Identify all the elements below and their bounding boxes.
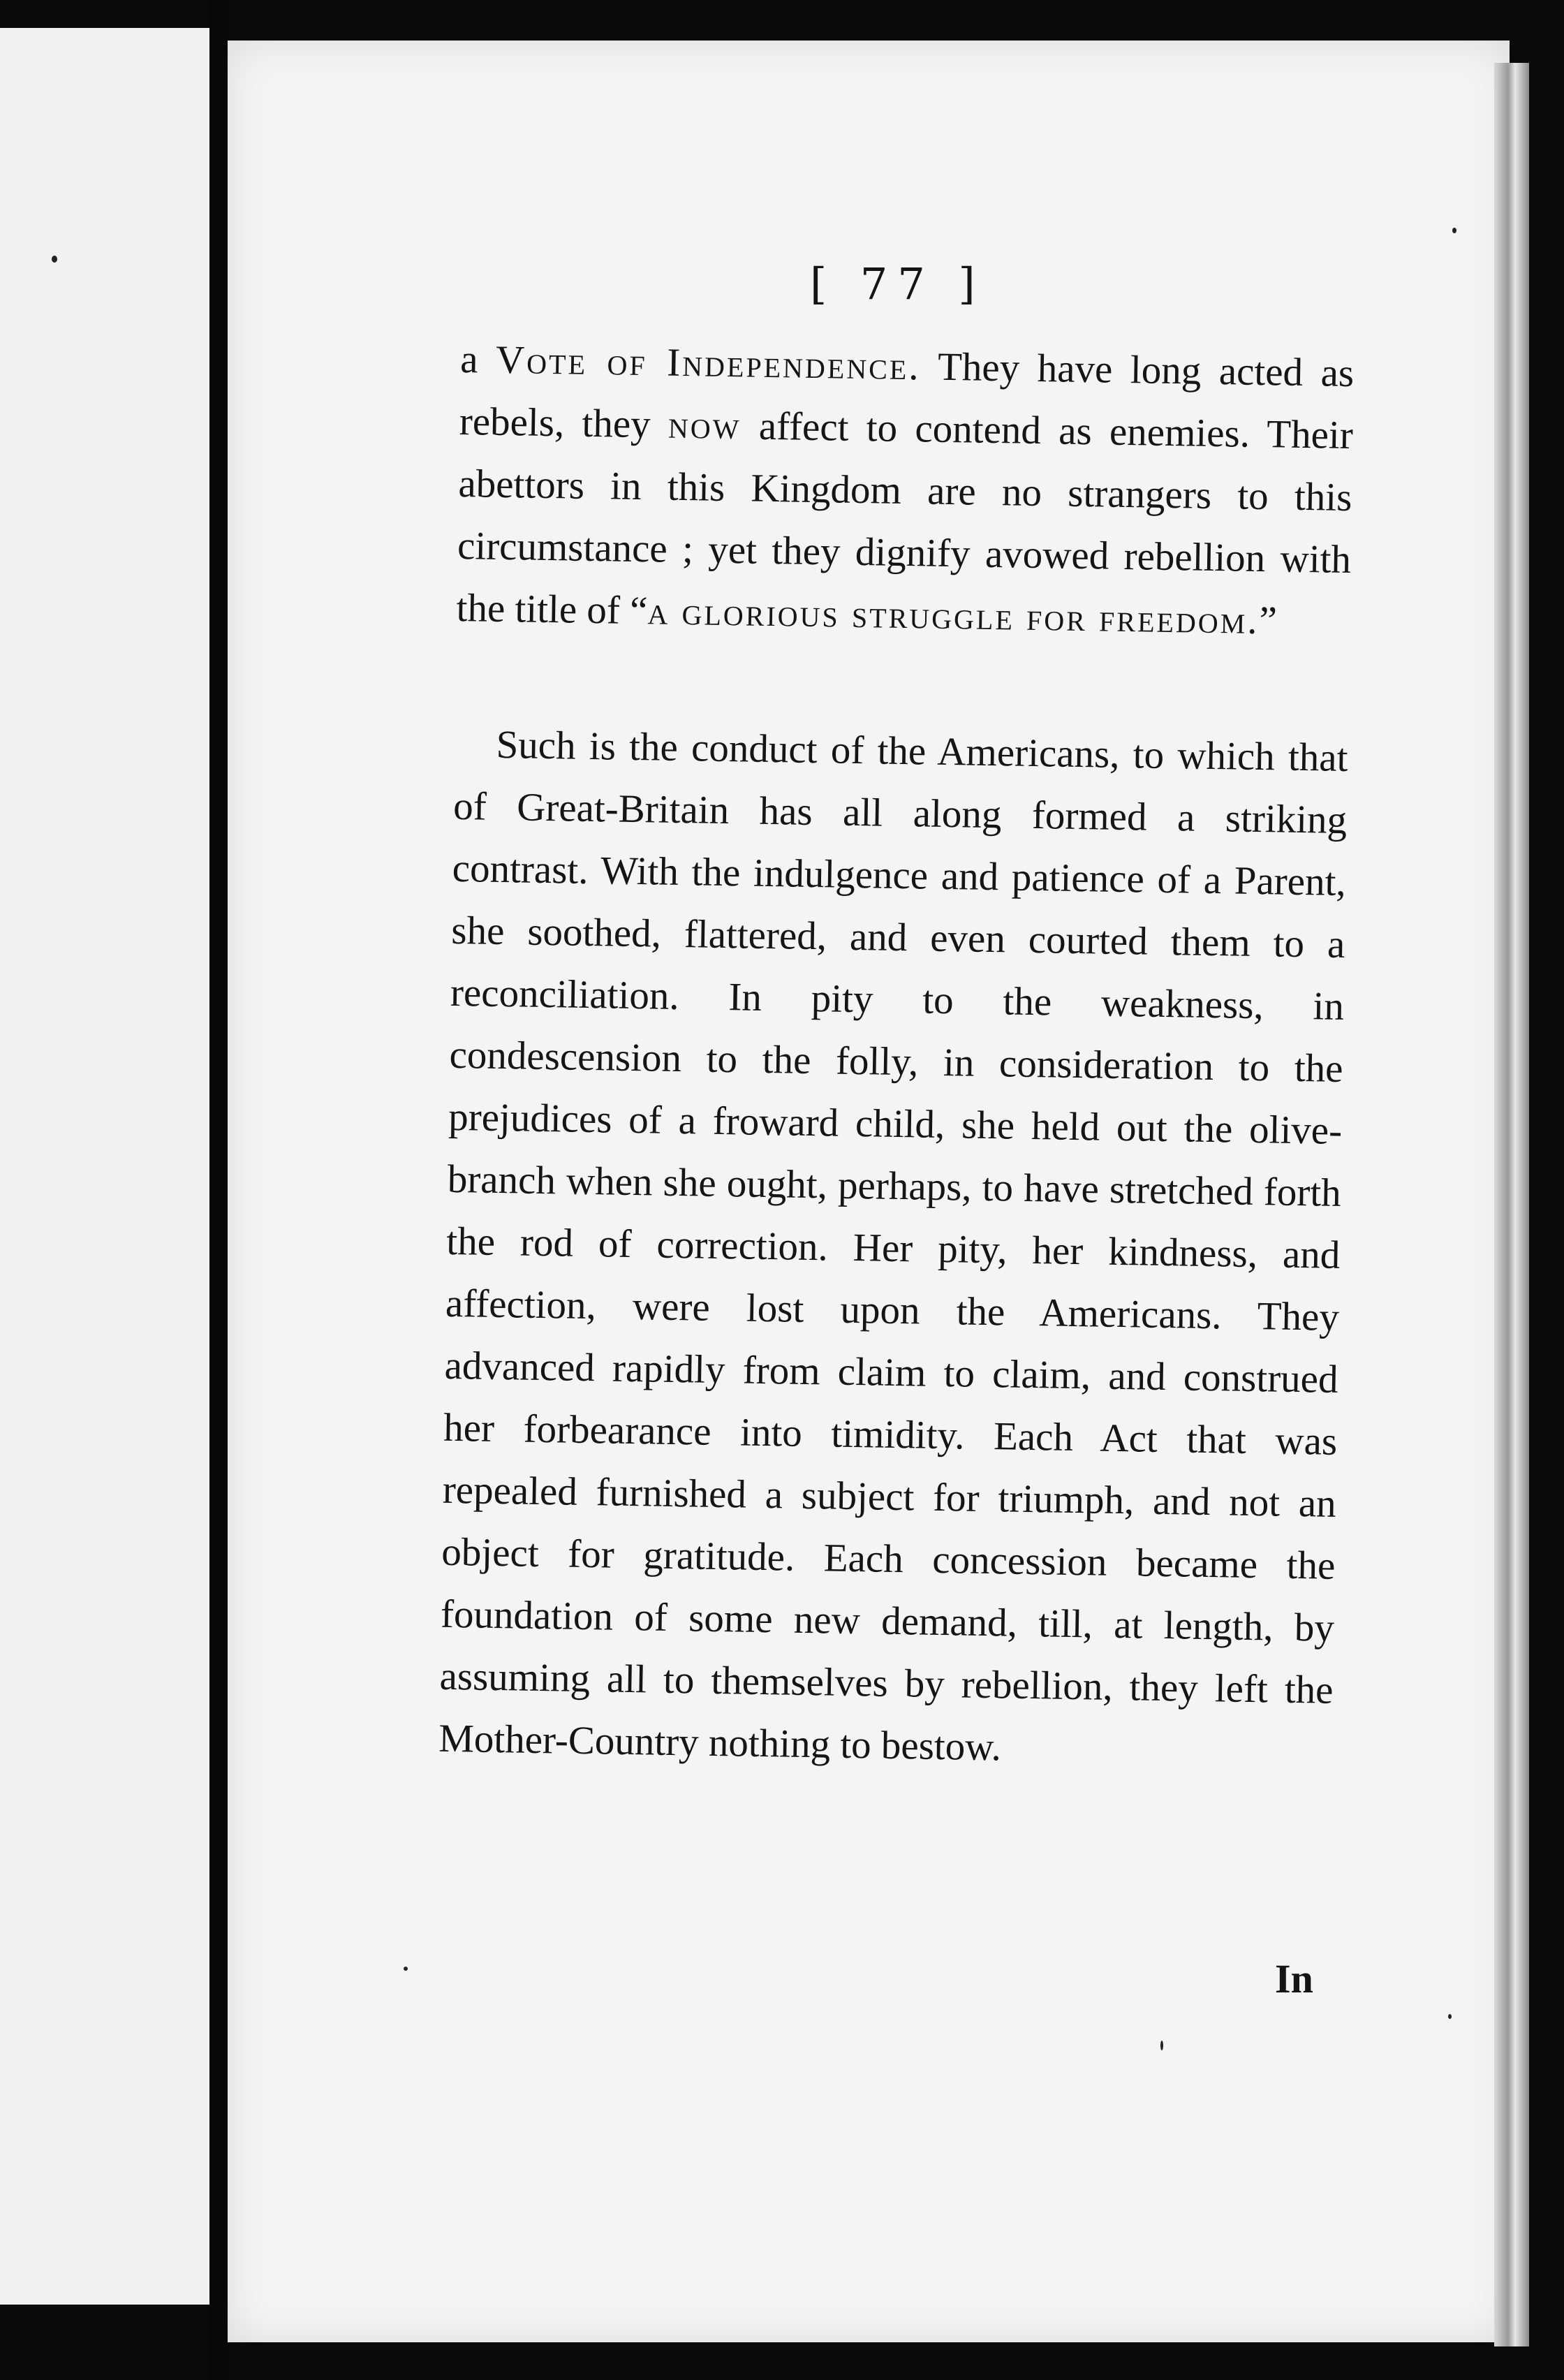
closing-quote: ” — [1259, 598, 1278, 643]
paragraph-1-body: They have long acted as rebels, they — [459, 344, 1355, 447]
dust-speck — [404, 1967, 408, 1971]
dust-speck — [1448, 2014, 1452, 2019]
glorious-struggle-quote: a glorious struggle for freedom. — [647, 589, 1260, 643]
page-number-heading: [ 77 ] — [810, 258, 985, 309]
paragraph-1 — [456, 328, 1355, 653]
facing-page-blank — [0, 28, 212, 2305]
now-emphasis: now — [667, 402, 742, 448]
page-edge-shadow — [1494, 63, 1529, 2346]
vote-of-independence-phrase: Vote of Independence. — [495, 337, 922, 389]
catchword: In — [1275, 1956, 1313, 2001]
paragraph-1-lead: a — [459, 337, 496, 382]
dust-speck — [1452, 228, 1456, 233]
paragraph-2: Such is the conduct of the Americans, to which that of Great-Britain has all along formed a striking contrast. With the indulgence and patience of a Parent, she soothed, flattered, and even courted them to a reconciliation. In pity to the weakness, in condescension to the folly, in consideration to the prejudices of a froward child, she held out the olive-branch when she ought, perhaps, to have stretched forth the rod of correction. Her pity, her kindness, and affection, were lost upon the Americans. They advanced rapidly from claim to claim, and construed her forbearance into timidity. Each Act that was repealed furnished a subject for triumph, and not an object for gratitude. Each concession became the foundation of some new demand, till, at length, by assuming all to themselves by rebellion, they left the Mother-Country nothing to bestow. — [438, 722, 1348, 1770]
dust-speck — [1160, 2041, 1163, 2050]
paragraph-1-body-2: affect to contend as enemies. Their abettors in this Kingdom are no strangers to this circumstance ; yet they dignify avowed rebellion with the title of “ — [456, 404, 1354, 633]
dust-speck — [52, 256, 57, 263]
page-text-block — [438, 328, 1355, 1784]
